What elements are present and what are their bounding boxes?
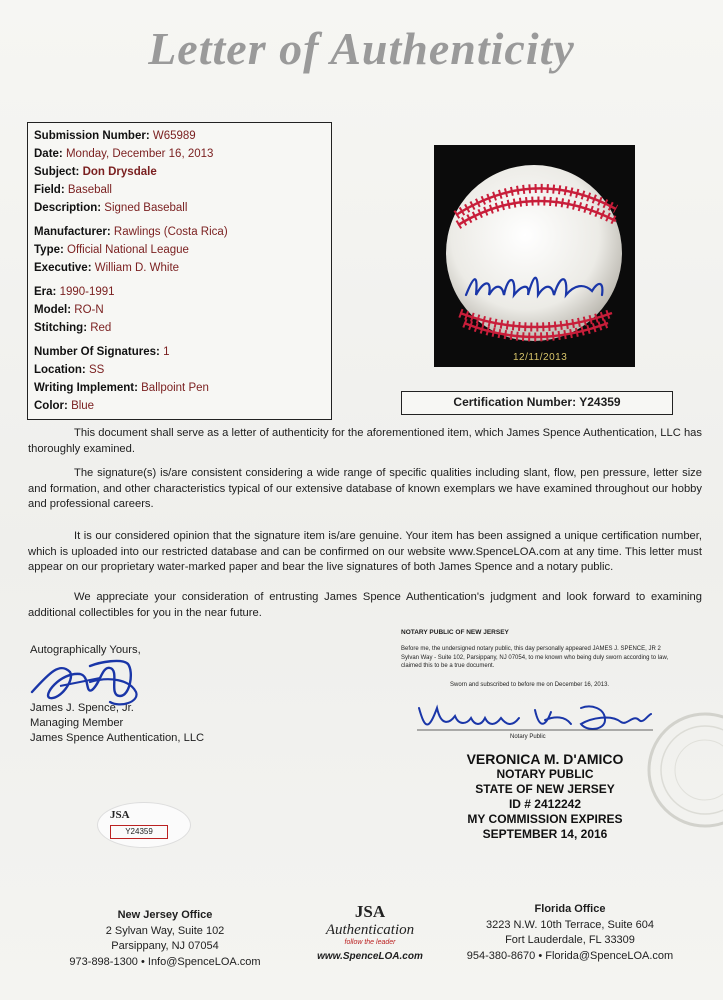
detail-label: Submission Number: xyxy=(34,130,150,142)
body-paragraph: The signature(s) is/are consistent considering a wide range of specific qualities including slant, flow, pen pressure, letter size and formation, and other characteristics typical of our extensive database of known exemplars we have examined throughout our hobby and professional careers. xyxy=(28,467,702,511)
certification-label: Certification Number: xyxy=(453,395,577,409)
certification-number-box xyxy=(401,391,673,415)
fl-office-block xyxy=(450,902,690,964)
detail-value: Monday, December 16, 2013 xyxy=(65,148,214,160)
detail-label: Description: xyxy=(34,202,102,214)
nj-office-contact: 973-898-1300 • Info@SpenceLOA.com xyxy=(69,955,261,968)
detail-label: Subject: xyxy=(34,166,80,178)
detail-row xyxy=(34,361,325,379)
notary-stamp-id: ID # 2412242 xyxy=(508,797,582,811)
detail-label: Number Of Signatures: xyxy=(34,346,160,358)
notary-sworn-text: Sworn and subscribed to before me on December 16, 2013. xyxy=(450,682,610,688)
detail-label: Field: xyxy=(34,184,65,196)
spence-signature-image xyxy=(30,652,150,712)
nj-office-address2: Parsippany, NJ 07054 xyxy=(111,940,219,952)
notary-stamp-title: NOTARY PUBLIC xyxy=(496,767,594,781)
notary-header: NOTARY PUBLIC OF NEW JERSEY xyxy=(401,629,509,636)
logo-url: www.SpenceLOA.com xyxy=(317,951,423,962)
detail-value: Rawlings (Costa Rica) xyxy=(113,226,228,238)
detail-value: W65989 xyxy=(152,130,196,142)
sticker-logo: JSA xyxy=(110,809,130,821)
detail-value: Official National League xyxy=(67,244,189,256)
fl-office-address1: 3223 N.W. 10th Terrace, Suite 604 xyxy=(486,918,654,931)
detail-row xyxy=(34,319,325,337)
detail-label: Manufacturer: xyxy=(34,226,111,238)
baseball-photo xyxy=(434,145,635,367)
detail-value: RO-N xyxy=(74,304,104,316)
detail-value: Don Drysdale xyxy=(82,166,157,178)
detail-label: Stitching: xyxy=(34,322,88,334)
body-paragraph: It is our considered opinion that the signature item is/are genuine. Your item has been assigned a unique certification number, which is uploaded into our restricted database and can be confirmed on our website www.SpenceLOA.com at any time. This letter must appear on our proprietary water-marked paper and bear the live signatures of both James Spence and a notary public. xyxy=(28,530,702,574)
detail-label: Writing Implement: xyxy=(34,382,138,394)
detail-row xyxy=(34,379,325,397)
detail-value: Ballpoint Pen xyxy=(141,382,209,394)
notary-signature-image xyxy=(415,700,655,736)
detail-row xyxy=(34,127,325,145)
sticker-id: Y24359 xyxy=(110,825,168,839)
detail-value: Signed Baseball xyxy=(104,202,188,214)
notary-stamp-expires: MY COMMISSION EXPIRES SEPTEMBER 14, 2016 xyxy=(467,812,623,841)
jsa-sticker xyxy=(97,802,191,848)
detail-label: Model: xyxy=(34,304,72,316)
detail-row xyxy=(34,145,325,163)
detail-value: Baseball xyxy=(67,184,112,196)
closing-text: Autographically Yours, xyxy=(30,644,141,656)
body-paragraph: This document shall serve as a letter of authenticity for the aforementioned item, which James Spence Authentication, LLC has thoroughly examined. xyxy=(28,427,702,455)
detail-label: Type: xyxy=(34,244,64,256)
detail-value: William D. White xyxy=(94,262,180,274)
notary-signature-caption: Notary Public xyxy=(510,734,546,740)
signed-baseball-image xyxy=(434,145,635,367)
logo-jsa: JSA xyxy=(354,902,386,921)
detail-row xyxy=(34,397,325,415)
fl-office-contact: 954-380-8670 • Florida@SpenceLOA.com xyxy=(466,949,674,962)
detail-value: 1990-1991 xyxy=(59,286,115,298)
notary-body: Before me, the undersigned notary public, this day personally appeared JAMES J. SPENCE, JR 2 Sylvan Way - Suite 102, Parsippany, NJ 07054, to me known who being duly sworn according to law, claimed this to be a true document. xyxy=(401,646,669,669)
fl-office-title: Florida Office xyxy=(534,903,606,915)
logo-authentication: Authentication xyxy=(325,922,415,938)
item-details-box xyxy=(27,122,332,420)
signer-role: Managing Member xyxy=(30,717,124,729)
detail-row xyxy=(34,199,325,217)
detail-value: Blue xyxy=(71,400,95,412)
detail-label: Era: xyxy=(34,286,57,298)
detail-label: Date: xyxy=(34,148,63,160)
detail-row xyxy=(34,241,325,259)
detail-row xyxy=(34,181,325,199)
detail-label: Location: xyxy=(34,364,86,376)
photo-date-stamp: 12/11/2013 xyxy=(513,352,568,363)
notary-stamp-state: STATE OF NEW JERSEY xyxy=(475,782,615,796)
jsa-footer-logo xyxy=(315,902,425,962)
detail-row xyxy=(34,163,325,181)
detail-value: Red xyxy=(90,322,112,334)
notary-embossed-seal-image xyxy=(625,710,723,830)
detail-row xyxy=(34,259,325,277)
detail-value: SS xyxy=(88,364,105,376)
fl-office-address2: Fort Lauderdale, FL 33309 xyxy=(505,934,635,946)
nj-office-block xyxy=(60,908,270,970)
nj-office-address1: 2 Sylvan Way, Suite 102 xyxy=(105,924,225,937)
detail-row xyxy=(34,301,325,319)
detail-row xyxy=(34,343,325,361)
detail-value: 1 xyxy=(163,346,170,358)
signer-company: James Spence Authentication, LLC xyxy=(30,732,205,744)
detail-row xyxy=(34,283,325,301)
notary-stamp-name: VERONICA M. D'AMICO xyxy=(466,751,624,767)
nj-office-title: New Jersey Office xyxy=(117,909,213,921)
certification-value: Y24359 xyxy=(579,395,621,409)
body-paragraph: We appreciate your consideration of entrusting James Spence Authentication's judgment and look forward to examining additional collectibles for you in the near future. xyxy=(28,591,702,619)
detail-label: Color: xyxy=(34,400,68,412)
signer-name: James J. Spence, Jr. xyxy=(30,702,134,714)
page-title: Letter of Authenticity xyxy=(148,23,575,74)
detail-row xyxy=(34,223,325,241)
detail-label: Executive: xyxy=(34,262,92,274)
logo-tagline: follow the leader xyxy=(344,939,396,946)
